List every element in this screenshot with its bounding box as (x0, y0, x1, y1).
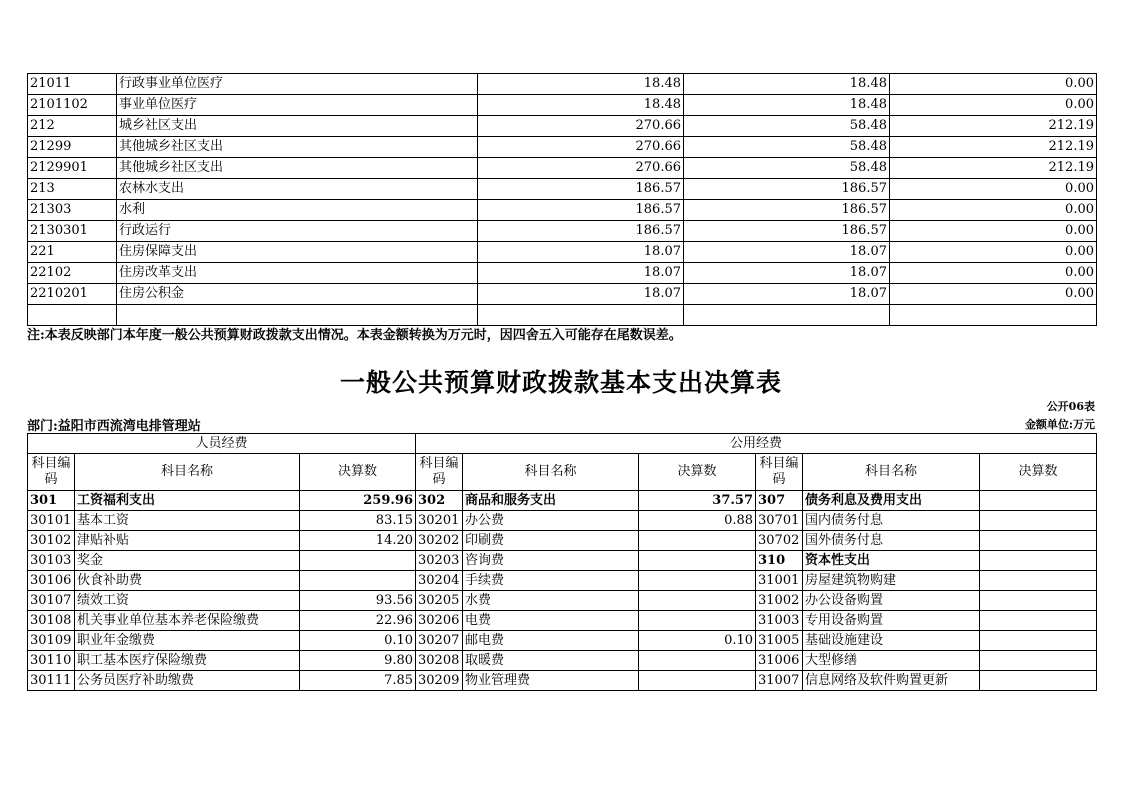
code-cell: 30111 (28, 671, 75, 691)
personnel-group-header: 人员经费 (28, 434, 416, 454)
amount-cell (639, 651, 756, 671)
code-cell: 31005 (756, 631, 803, 651)
amount-header: 决算数 (980, 454, 1097, 491)
page-title: 一般公共预算财政拨款基本支出决算表 (339, 368, 782, 397)
total-cell: 18.48 (478, 95, 684, 116)
amount-cell (980, 551, 1097, 571)
code-cell: 30103 (28, 551, 75, 571)
code-cell: 30201 (416, 511, 463, 531)
public-group-header: 公用经费 (416, 434, 1097, 454)
basic-cell: 58.48 (684, 158, 890, 179)
code-cell: 30109 (28, 631, 75, 651)
name-cell: 办公费 (463, 511, 639, 531)
total-cell: 18.07 (478, 242, 684, 263)
code-cell: 30107 (28, 591, 75, 611)
subject-name-cell: 农林水支出 (117, 179, 478, 200)
code-cell: 30205 (416, 591, 463, 611)
code-cell: 30203 (416, 551, 463, 571)
subject-code-cell: 2129901 (28, 158, 117, 179)
name-cell: 水费 (463, 591, 639, 611)
amount-cell: 83.15 (300, 511, 416, 531)
code-header: 科目编码 (28, 454, 75, 491)
table-row (28, 137, 1097, 158)
code-cell: 30207 (416, 631, 463, 651)
amount-cell (639, 551, 756, 571)
subject-code-cell: 221 (28, 242, 117, 263)
total-cell: 270.66 (478, 116, 684, 137)
project-cell: 212.19 (890, 158, 1097, 179)
table-row (28, 651, 1097, 671)
name-cell: 信息网络及软件购置更新 (803, 671, 980, 691)
table-row (28, 74, 1097, 95)
name-cell: 国内债务付息 (803, 511, 980, 531)
amount-cell (980, 491, 1097, 511)
amount-cell (980, 571, 1097, 591)
name-cell: 印刷费 (463, 531, 639, 551)
amount-cell (980, 631, 1097, 651)
amount-cell (639, 571, 756, 591)
code-cell: 31002 (756, 591, 803, 611)
subject-name-cell: 事业单位医疗 (117, 95, 478, 116)
name-cell: 物业管理费 (463, 671, 639, 691)
total-cell: 186.57 (478, 200, 684, 221)
amount-cell (980, 671, 1097, 691)
total-cell: 18.07 (478, 263, 684, 284)
basic-cell: 186.57 (684, 200, 890, 221)
subject-name-cell: 住房公积金 (117, 284, 478, 305)
amount-cell (639, 531, 756, 551)
amount-cell: 22.96 (300, 611, 416, 631)
subject-name-cell: 住房改革支出 (117, 263, 478, 284)
subject-code-cell: 2101102 (28, 95, 117, 116)
name-cell: 伙食补助费 (75, 571, 300, 591)
project-cell: 0.00 (890, 221, 1097, 242)
subject-code-cell: 2210201 (28, 284, 117, 305)
name-header: 科目名称 (75, 454, 300, 491)
code-cell: 31006 (756, 651, 803, 671)
name-cell: 大型修缮 (803, 651, 980, 671)
name-cell: 专用设备购置 (803, 611, 980, 631)
subject-name-cell: 行政运行 (117, 221, 478, 242)
amount-cell (980, 651, 1097, 671)
amount-cell: 0.10 (300, 631, 416, 651)
basic-cell: 18.07 (684, 242, 890, 263)
amount-header: 决算数 (639, 454, 756, 491)
basic-cell: 18.07 (684, 263, 890, 284)
top-expenditure-table (27, 73, 1097, 326)
table-row (28, 179, 1097, 200)
department-label: 部门:益阳市西流湾电排管理站 (27, 419, 201, 434)
project-cell: 0.00 (890, 242, 1097, 263)
total-cell: 186.57 (478, 179, 684, 200)
subject-name-cell: 其他城乡社区支出 (117, 158, 478, 179)
code-cell: 31007 (756, 671, 803, 691)
name-cell: 咨询费 (463, 551, 639, 571)
amount-cell (300, 551, 416, 571)
table-row (28, 571, 1097, 591)
table-row (28, 221, 1097, 242)
table-row (28, 531, 1097, 551)
name-cell: 奖金 (75, 551, 300, 571)
amount-unit-label: 金额单位:万元 (1024, 418, 1095, 431)
table-note: 注:本表反映部门本年度一般公共预算财政拨款支出情况。本表金额转换为万元时，因四舍五入可能存在尾数误差。 (27, 328, 682, 343)
table-row (28, 242, 1097, 263)
amount-cell (980, 531, 1097, 551)
name-cell: 机关事业单位基本养老保险缴费 (75, 611, 300, 631)
table-row (28, 551, 1097, 571)
amount-cell (639, 591, 756, 611)
table-row (28, 591, 1097, 611)
subject-name-cell: 行政事业单位医疗 (117, 74, 478, 95)
basic-expenditure-table (27, 433, 1097, 691)
code-cell: 30701 (756, 511, 803, 531)
amount-cell: 9.80 (300, 651, 416, 671)
code-cell: 31003 (756, 611, 803, 631)
name-cell: 手续费 (463, 571, 639, 591)
table-row (28, 491, 1097, 511)
project-cell: 0.00 (890, 200, 1097, 221)
total-cell: 18.07 (478, 284, 684, 305)
code-cell: 31001 (756, 571, 803, 591)
code-header: 科目编码 (416, 454, 463, 491)
amount-cell (639, 671, 756, 691)
amount-cell (980, 611, 1097, 631)
project-cell: 0.00 (890, 95, 1097, 116)
subject-name-cell: 其他城乡社区支出 (117, 137, 478, 158)
total-cell (478, 305, 684, 326)
project-cell: 0.00 (890, 263, 1097, 284)
table-row (28, 116, 1097, 137)
amount-header: 决算数 (300, 454, 416, 491)
code-cell: 302 (416, 491, 463, 511)
basic-cell: 18.07 (684, 284, 890, 305)
code-cell: 30204 (416, 571, 463, 591)
name-cell: 基本工资 (75, 511, 300, 531)
table-row (28, 200, 1097, 221)
code-cell: 30206 (416, 611, 463, 631)
amount-cell: 0.10 (639, 631, 756, 651)
name-cell: 债务利息及费用支出 (803, 491, 980, 511)
name-cell: 房屋建筑物购建 (803, 571, 980, 591)
subject-code-cell: 21303 (28, 200, 117, 221)
name-cell: 工资福利支出 (75, 491, 300, 511)
code-cell: 30110 (28, 651, 75, 671)
name-cell: 电费 (463, 611, 639, 631)
basic-cell: 186.57 (684, 179, 890, 200)
subject-code-cell (28, 305, 117, 326)
subject-code-cell: 213 (28, 179, 117, 200)
amount-cell: 14.20 (300, 531, 416, 551)
name-header: 科目名称 (803, 454, 980, 491)
subject-code-cell: 22102 (28, 263, 117, 284)
total-cell: 270.66 (478, 137, 684, 158)
amount-cell (300, 571, 416, 591)
table-row (28, 511, 1097, 531)
subject-code-cell: 212 (28, 116, 117, 137)
name-cell: 取暖费 (463, 651, 639, 671)
table-row (28, 671, 1097, 691)
subject-name-cell (117, 305, 478, 326)
amount-cell: 0.88 (639, 511, 756, 531)
table-row (28, 611, 1097, 631)
code-cell: 30108 (28, 611, 75, 631)
basic-cell: 18.48 (684, 95, 890, 116)
total-cell: 186.57 (478, 221, 684, 242)
name-cell: 绩效工资 (75, 591, 300, 611)
table-row (28, 305, 1097, 326)
project-cell: 0.00 (890, 74, 1097, 95)
group-header-row (28, 434, 1097, 454)
table-row (28, 284, 1097, 305)
name-cell: 职工基本医疗保险缴费 (75, 651, 300, 671)
code-header: 科目编码 (756, 454, 803, 491)
amount-cell: 7.85 (300, 671, 416, 691)
name-cell: 资本性支出 (803, 551, 980, 571)
code-cell: 307 (756, 491, 803, 511)
code-cell: 30208 (416, 651, 463, 671)
code-cell: 30702 (756, 531, 803, 551)
amount-cell: 37.57 (639, 491, 756, 511)
subject-name-cell: 水利 (117, 200, 478, 221)
basic-cell (684, 305, 890, 326)
code-cell: 310 (756, 551, 803, 571)
name-cell: 公务员医疗补助缴费 (75, 671, 300, 691)
table-row (28, 263, 1097, 284)
table-row (28, 631, 1097, 651)
project-cell (890, 305, 1097, 326)
amount-cell (639, 611, 756, 631)
name-cell: 基础设施建设 (803, 631, 980, 651)
basic-cell: 58.48 (684, 116, 890, 137)
column-header-row (28, 454, 1097, 491)
code-cell: 301 (28, 491, 75, 511)
name-header: 科目名称 (463, 454, 639, 491)
basic-cell: 58.48 (684, 137, 890, 158)
basic-cell: 18.48 (684, 74, 890, 95)
amount-cell (980, 511, 1097, 531)
total-cell: 18.48 (478, 74, 684, 95)
subject-name-cell: 城乡社区支出 (117, 116, 478, 137)
code-cell: 30101 (28, 511, 75, 531)
project-cell: 0.00 (890, 179, 1097, 200)
project-cell: 212.19 (890, 137, 1097, 158)
amount-cell (980, 591, 1097, 611)
subject-code-cell: 21299 (28, 137, 117, 158)
name-cell: 商品和服务支出 (463, 491, 639, 511)
name-cell: 办公设备购置 (803, 591, 980, 611)
amount-cell: 93.56 (300, 591, 416, 611)
subject-code-cell: 21011 (28, 74, 117, 95)
table-row (28, 158, 1097, 179)
code-cell: 30202 (416, 531, 463, 551)
form-number: 公开06表 (1046, 400, 1095, 413)
name-cell: 国外债务付息 (803, 531, 980, 551)
project-cell: 0.00 (890, 284, 1097, 305)
name-cell: 职业年金缴费 (75, 631, 300, 651)
name-cell: 邮电费 (463, 631, 639, 651)
code-cell: 30106 (28, 571, 75, 591)
subject-code-cell: 2130301 (28, 221, 117, 242)
name-cell: 津贴补贴 (75, 531, 300, 551)
basic-cell: 186.57 (684, 221, 890, 242)
project-cell: 212.19 (890, 116, 1097, 137)
subject-name-cell: 住房保障支出 (117, 242, 478, 263)
table-row (28, 95, 1097, 116)
code-cell: 30102 (28, 531, 75, 551)
code-cell: 30209 (416, 671, 463, 691)
amount-cell: 259.96 (300, 491, 416, 511)
total-cell: 270.66 (478, 158, 684, 179)
